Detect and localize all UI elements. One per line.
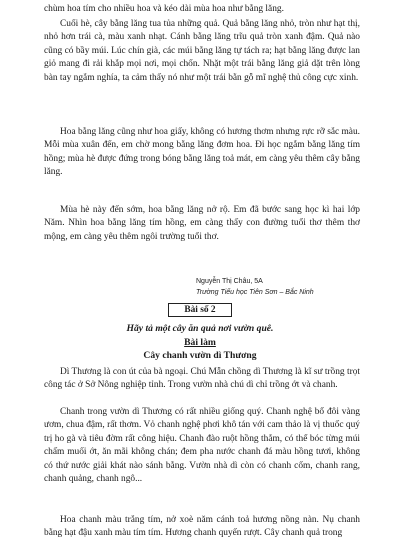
essay-prompt: Hãy tả một cây ăn quả nơi vườn quê. xyxy=(126,323,274,334)
author-signature xyxy=(196,276,314,298)
essay1-paragraph-4: Mùa hè này đến sớm, hoa bằng lăng nở rộ. Em đã bước sang học kì hai lớp Năm. Nhìn hoa bằng lăng tím hồng, em càng thấy con đường tuổi thơ thêm thơ mộng, em càng yêu thêm ngôi trường tuổi thơ. xyxy=(44,205,360,242)
essay-number-badge: Bài số 2 xyxy=(168,303,232,317)
author-school: Trường Tiểu học Tiên Sơn – Bắc Ninh xyxy=(196,289,314,296)
author-name: Nguyễn Thị Châu, 5A xyxy=(196,278,263,285)
essay-title: Cây chanh vườn dì Thương xyxy=(143,350,257,361)
bai-lam-heading: Bài làm xyxy=(184,337,216,348)
essay2-paragraph-1: Dì Thương là con út của bà ngoại. Chú Mẫn chồng dì Thương là kĩ sư trồng trọt công tác ở Sở Nông nghiệp tỉnh. Trong vườn nhà chú dì chỉ trồng ớt và chanh. xyxy=(44,367,360,391)
essay1-paragraph-3: Hoa bằng lăng cũng như hoa giấy, không có hương thơm nhưng rực rỡ sắc màu. Mỗi mùa xuân đến, em chờ mong bằng lăng đơm hoa. Đi học ngắm bằng lăng tím hồng; mùa hè được đứng trong bóng bằng lăng toả mát, em càng yêu thêm cây bằng lăng. xyxy=(44,127,360,178)
essay1-paragraph-2: Cuối hè, cây bằng lăng tua tủa những quả. Quả bằng lăng nhỏ, tròn như hạt thị, nhỏ hơn trái cà, màu xanh nhạt. Cánh bằng lăng trĩu quả tròn xanh đậm. Quả nào cũng có bầy múi. Lúc chín già, các múi bằng lăng tự tách ra; hạt bằng lăng được lan giỏ mang đi rải khắp mọi nơi, mọi chốn. Nhặt một trái bằng lăng giả dặt trên lòng bàn tay ngắm nghía, ta cảm thấy nó như một trái bằn gỗ mĩ nghệ thủ công cực xinh. xyxy=(44,19,360,83)
essay2-paragraph-3: Hoa chanh màu trắng tím, nở xoè năm cánh toả hương nồng nàn. Nụ chanh bằng hạt đậu xanh màu tím tím. Hương chanh quyến rượt. Cây chanh quả trong xyxy=(44,515,360,539)
essay1-paragraph-1: chùm hoa tím cho nhiều hoa và kéo dài mùa hoa như bằng lăng. xyxy=(44,4,284,15)
essay2-paragraph-2: Chanh trong vườn dì Thương có rất nhiều giống quý. Chanh nghệ bổ đôi vàng ươm, chua đậm, rất thơm. Vỏ chanh nghệ phơi khô tán với cam thảo là vị thuốc quý trị ho gà và tiêu đờm rất công hiệu. Chanh đào ruột hồng thắm, có thể bóc từng múi chấm muối ớt, ăn mãi không chán; đem pha nước chanh đá màu hồng tươi, không có thứ nước giải khát nào sánh bằng. Vườn nhà dì còn có chanh cốm, chanh rang, chanh quảng, chanh ngô... xyxy=(44,407,360,485)
